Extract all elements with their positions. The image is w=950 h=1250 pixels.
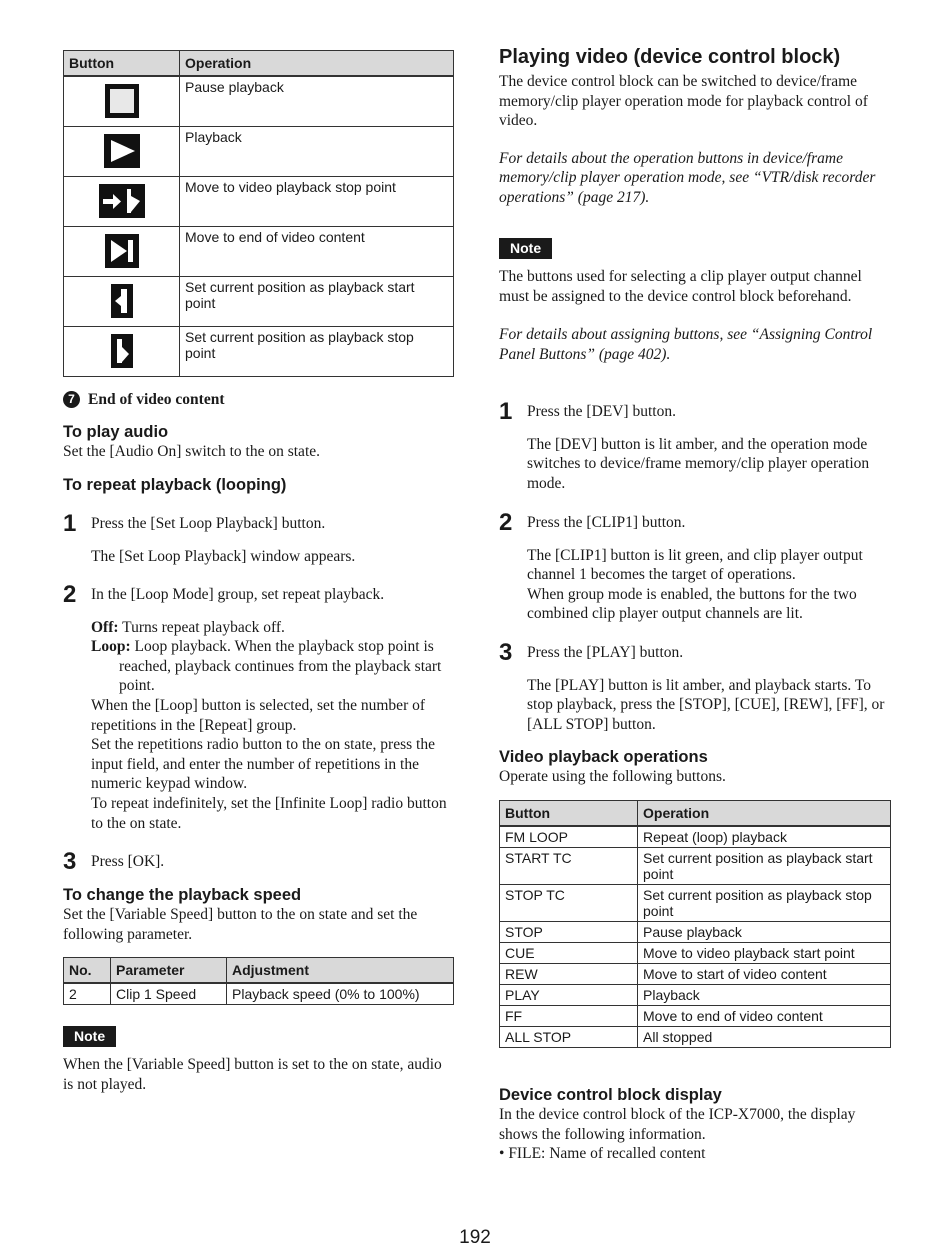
- step-number: 3: [63, 848, 77, 875]
- table-row: [500, 1027, 891, 1048]
- operation-cell: Set current position as playback stop point: [180, 326, 454, 376]
- note-text: The buttons used for selecting a clip player output channel must be assigned to the device control block beforehand.: [499, 268, 862, 305]
- table-cell: Pause playback: [638, 922, 891, 943]
- repeat-heading: To repeat playback (looping): [63, 476, 287, 494]
- table-header-button: Button: [64, 51, 180, 77]
- step-para: To repeat indefinitely, set the [Infinite Loop] radio button to the on state.: [91, 794, 447, 832]
- note-badge: Note: [63, 1026, 116, 1047]
- table-row: [500, 985, 891, 1006]
- table-header-adjustment: Adjustment: [227, 958, 454, 984]
- dcb-bullet: • FILE: Name of recalled content: [499, 1145, 706, 1163]
- speed-heading: To change the playback speed: [63, 886, 302, 904]
- table-row: [64, 176, 454, 226]
- table-cell: FF: [500, 1006, 638, 1027]
- table-cell: Move to video playback start point: [638, 943, 891, 964]
- note-text: When the [Variable Speed] button is set to the on state, audio is not played.: [63, 1056, 442, 1093]
- table-row: [64, 126, 454, 176]
- table-cell: 2: [64, 983, 111, 1005]
- table-cell: Set current position as playback stop point: [638, 885, 891, 922]
- table-row: [500, 943, 891, 964]
- dcb-text: In the device control block of the ICP-X7000, the display shows the following information.: [499, 1106, 856, 1143]
- step-text: Press the [CLIP1] button.: [527, 514, 686, 531]
- loop-label: Loop:: [91, 638, 131, 656]
- step-number: 2: [63, 581, 77, 608]
- table-header-no: No.: [64, 958, 111, 984]
- table-row: [64, 276, 454, 326]
- table-cell: Clip 1 Speed: [111, 983, 227, 1005]
- step-para: When the [Loop] button is selected, set the number of repetitions in the [Repeat] group.: [91, 696, 426, 734]
- table-row: [500, 826, 891, 848]
- step-text: Press the [DEV] button.: [527, 403, 676, 420]
- table-row: [500, 964, 891, 985]
- play-icon: [104, 134, 140, 168]
- step-result: The [DEV] button is lit amber, and the operation mode switches to device/frame memory/clip player operation mode.: [527, 435, 870, 492]
- table-header-parameter: Parameter: [111, 958, 227, 984]
- table-cell: Move to start of video content: [638, 964, 891, 985]
- dcb-heading: Device control block display: [499, 1086, 722, 1104]
- table-cell: PLAY: [500, 985, 638, 1006]
- table-cell: REW: [500, 964, 638, 985]
- table-cell: FM LOOP: [500, 826, 638, 848]
- speed-table: [63, 957, 454, 1005]
- table-cell: Move to end of video content: [638, 1006, 891, 1027]
- step-number: 1: [63, 510, 77, 537]
- vpo-heading: Video playback operations: [499, 748, 708, 766]
- repeat-step-3: [63, 848, 454, 875]
- move-to-end-icon: [105, 234, 139, 268]
- video-intro: The device control block can be switched to device/frame memory/clip player operation mode for playback control of video.: [499, 73, 868, 130]
- step-result: When group mode is enabled, the buttons for the two combined clip player output channels are lit.: [527, 585, 857, 623]
- table-header-operation: Operation: [638, 801, 891, 827]
- vpo-text: Operate using the following buttons.: [499, 768, 726, 785]
- loop-text: Loop playback. When the playback stop point is reached, playback continues from the playback start point.: [119, 638, 442, 695]
- step-number: 3: [499, 639, 513, 666]
- step-para: Set the repetitions radio button to the on state, press the input field, and enter the number of repetitions in the numeric keypad window.: [91, 736, 435, 793]
- table-cell: All stopped: [638, 1027, 891, 1048]
- operation-cell: Playback: [180, 126, 454, 176]
- move-to-stop-point-icon: [99, 184, 145, 218]
- operation-cell: Set current position as playback start point: [180, 276, 454, 326]
- table-row: [500, 922, 891, 943]
- table-cell: Set current position as playback start point: [638, 848, 891, 885]
- table-cell: Playback speed (0% to 100%): [227, 983, 454, 1005]
- table-row: [64, 226, 454, 276]
- set-stop-point-icon: [111, 334, 133, 368]
- table-row: [500, 885, 891, 922]
- table-row: [64, 76, 454, 126]
- item-number-badge: 7: [63, 391, 80, 408]
- video-step-2: [499, 509, 891, 624]
- step-text: Press the [PLAY] button.: [527, 644, 684, 661]
- table-cell: ALL STOP: [500, 1027, 638, 1048]
- play-audio-text: Set the [Audio On] switch to the on state.: [63, 443, 320, 460]
- table-row: [64, 326, 454, 376]
- play-audio-heading: To play audio: [63, 423, 169, 441]
- table-row: [64, 983, 454, 1005]
- table-cell: STOP TC: [500, 885, 638, 922]
- step-number: 2: [499, 509, 513, 536]
- step-text: Press the [Set Loop Playback] button.: [91, 515, 326, 532]
- speed-text: Set the [Variable Speed] button to the on state and set the following parameter.: [63, 906, 418, 943]
- table-cell: Playback: [638, 985, 891, 1006]
- set-start-point-icon: [111, 284, 133, 318]
- video-reference: For details about the operation buttons in device/frame memory/clip player operation mode, see “VTR/disk recorder operations” (page 217).: [499, 149, 876, 206]
- table-row: [500, 848, 891, 885]
- table-cell: STOP: [500, 922, 638, 943]
- operation-cell: Move to end of video content: [180, 226, 454, 276]
- off-text: Turns repeat playback off.: [122, 618, 285, 636]
- pause-icon: [105, 84, 139, 118]
- step-text: Press [OK].: [91, 853, 165, 870]
- page-number: 192: [459, 1227, 491, 1248]
- off-label: Off:: [91, 618, 119, 636]
- step-result: The [PLAY] button is lit amber, and playback starts. To stop playback, press the [STOP], [CUE], [REW], [FF], or [ALL STOP] button.: [527, 676, 885, 733]
- assign-reference: For details about assigning buttons, see “Assigning Control Panel Buttons” (page 402).: [499, 326, 873, 363]
- note-badge: Note: [499, 238, 552, 259]
- video-step-1: [499, 398, 891, 493]
- video-playback-operations-table: [499, 800, 891, 1048]
- table-header-operation: Operation: [180, 51, 454, 77]
- section-title: Playing video (device control block): [499, 46, 841, 68]
- video-step-3: [499, 639, 891, 734]
- step-number: 1: [499, 398, 513, 425]
- bullet-text: FILE: Name of recalled content: [508, 1145, 706, 1163]
- table-row: [500, 1006, 891, 1027]
- step-text: In the [Loop Mode] group, set repeat playback.: [91, 586, 385, 603]
- table-cell: START TC: [500, 848, 638, 885]
- step-result: The [Set Loop Playback] window appears.: [91, 547, 356, 565]
- table-header-button: Button: [500, 801, 638, 827]
- table-cell: Repeat (loop) playback: [638, 826, 891, 848]
- step-result: The [CLIP1] button is lit green, and clip player output channel 1 becomes the target of operations.: [527, 546, 863, 584]
- item-7-label: End of video content: [88, 391, 225, 408]
- operation-cell: Move to video playback stop point: [180, 176, 454, 226]
- item-7-heading: [63, 390, 454, 410]
- repeat-step-2: [63, 581, 454, 833]
- table-cell: CUE: [500, 943, 638, 964]
- button-icon-table: [63, 50, 454, 377]
- repeat-step-1: [63, 510, 454, 566]
- operation-cell: Pause playback: [180, 76, 454, 126]
